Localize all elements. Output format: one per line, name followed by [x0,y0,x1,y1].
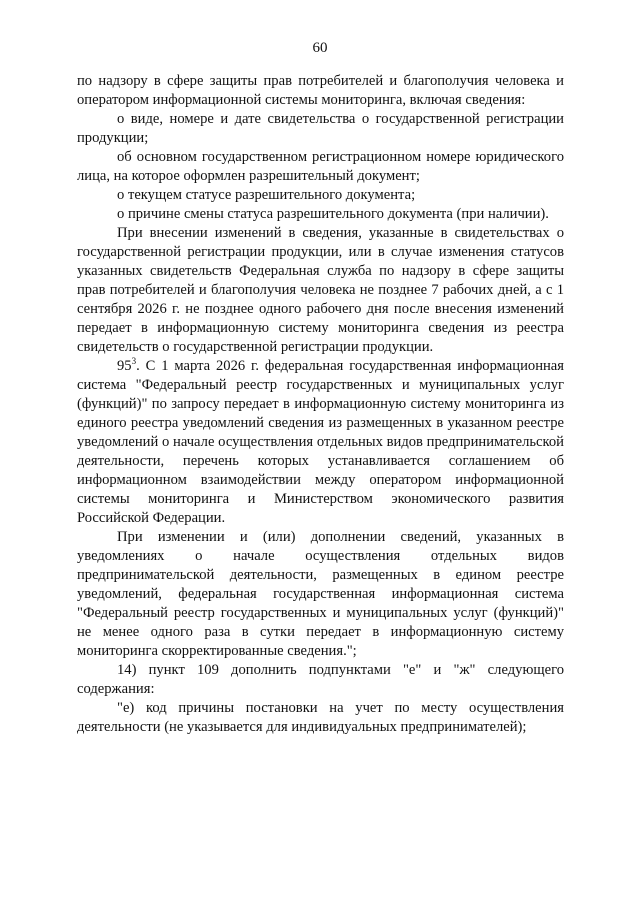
clause-number-superscript: 3 [131,356,137,367]
paragraph: о текущем статусе разрешительного документа; [117,187,416,203]
clause-number: 95 [117,358,132,374]
paragraph: об основном государственном регистрационном номере юридического лица, на которое оформлен разрешительный документ; [77,149,564,184]
page-number: 60 [312,40,328,56]
paragraph: "е) код причины постановки на учет по месту осуществления деятельности (не указывается для индивидуальных предпринимателей); [77,700,564,735]
paragraph-95-3 [77,357,564,528]
paragraph: о виде, номере и дате свидетельства о государственной регистрации продукции; [77,111,564,146]
document-body [77,72,564,737]
paragraph: 14) пункт 109 дополнить подпунктами "е" и "ж" следующего содержания: [77,662,564,697]
paragraph-text: . С 1 марта 2026 г. федеральная государственная информационная система "Федеральный реестр государственных и муниципальных услуг (функций)" по запросу передает в информационную систему мониторинга из единого реестра уведомлений сведения из размещенных в указанном реестре уведомлений о начале осуществления отдельных видов предпринимательской деятельности, перечень которых устанавливается соглашением об информационном взаимодействии между оператором информационной системы мониторинга и Министерством экономического развития Российской Федерации. [77,358,564,526]
paragraph: При внесении изменений в сведения, указанные в свидетельствах о государственной регистрации продукции, или в случае изменения статусов указанных свидетельств Федеральная служба по надзору в сфере защиты прав потребителей и благополучия человека не позднее 7 рабочих дней, а с 1 сентября 2026 г. не позднее одного рабочего дня после внесения изменений передает в информационную систему мониторинга сведения из реестра свидетельств о государственной регистрации продукции. [77,225,564,355]
paragraph: При изменении и (или) дополнении сведений, указанных в уведомлениях о начале осуществления отдельных видов предпринимательской деятельности, размещенных в едином реестре уведомлений, федеральная государственная информационная система "Федеральный реестр государственных и муниципальных услуг (функций)" не менее одного раза в сутки передает в информационную систему мониторинга скорректированные сведения."; [77,529,564,659]
paragraph: по надзору в сфере защиты прав потребителей и благополучия человека и оператором информационной системы мониторинга, включая сведения: [77,73,564,108]
paragraph: о причине смены статуса разрешительного документа (при наличии). [117,206,549,222]
